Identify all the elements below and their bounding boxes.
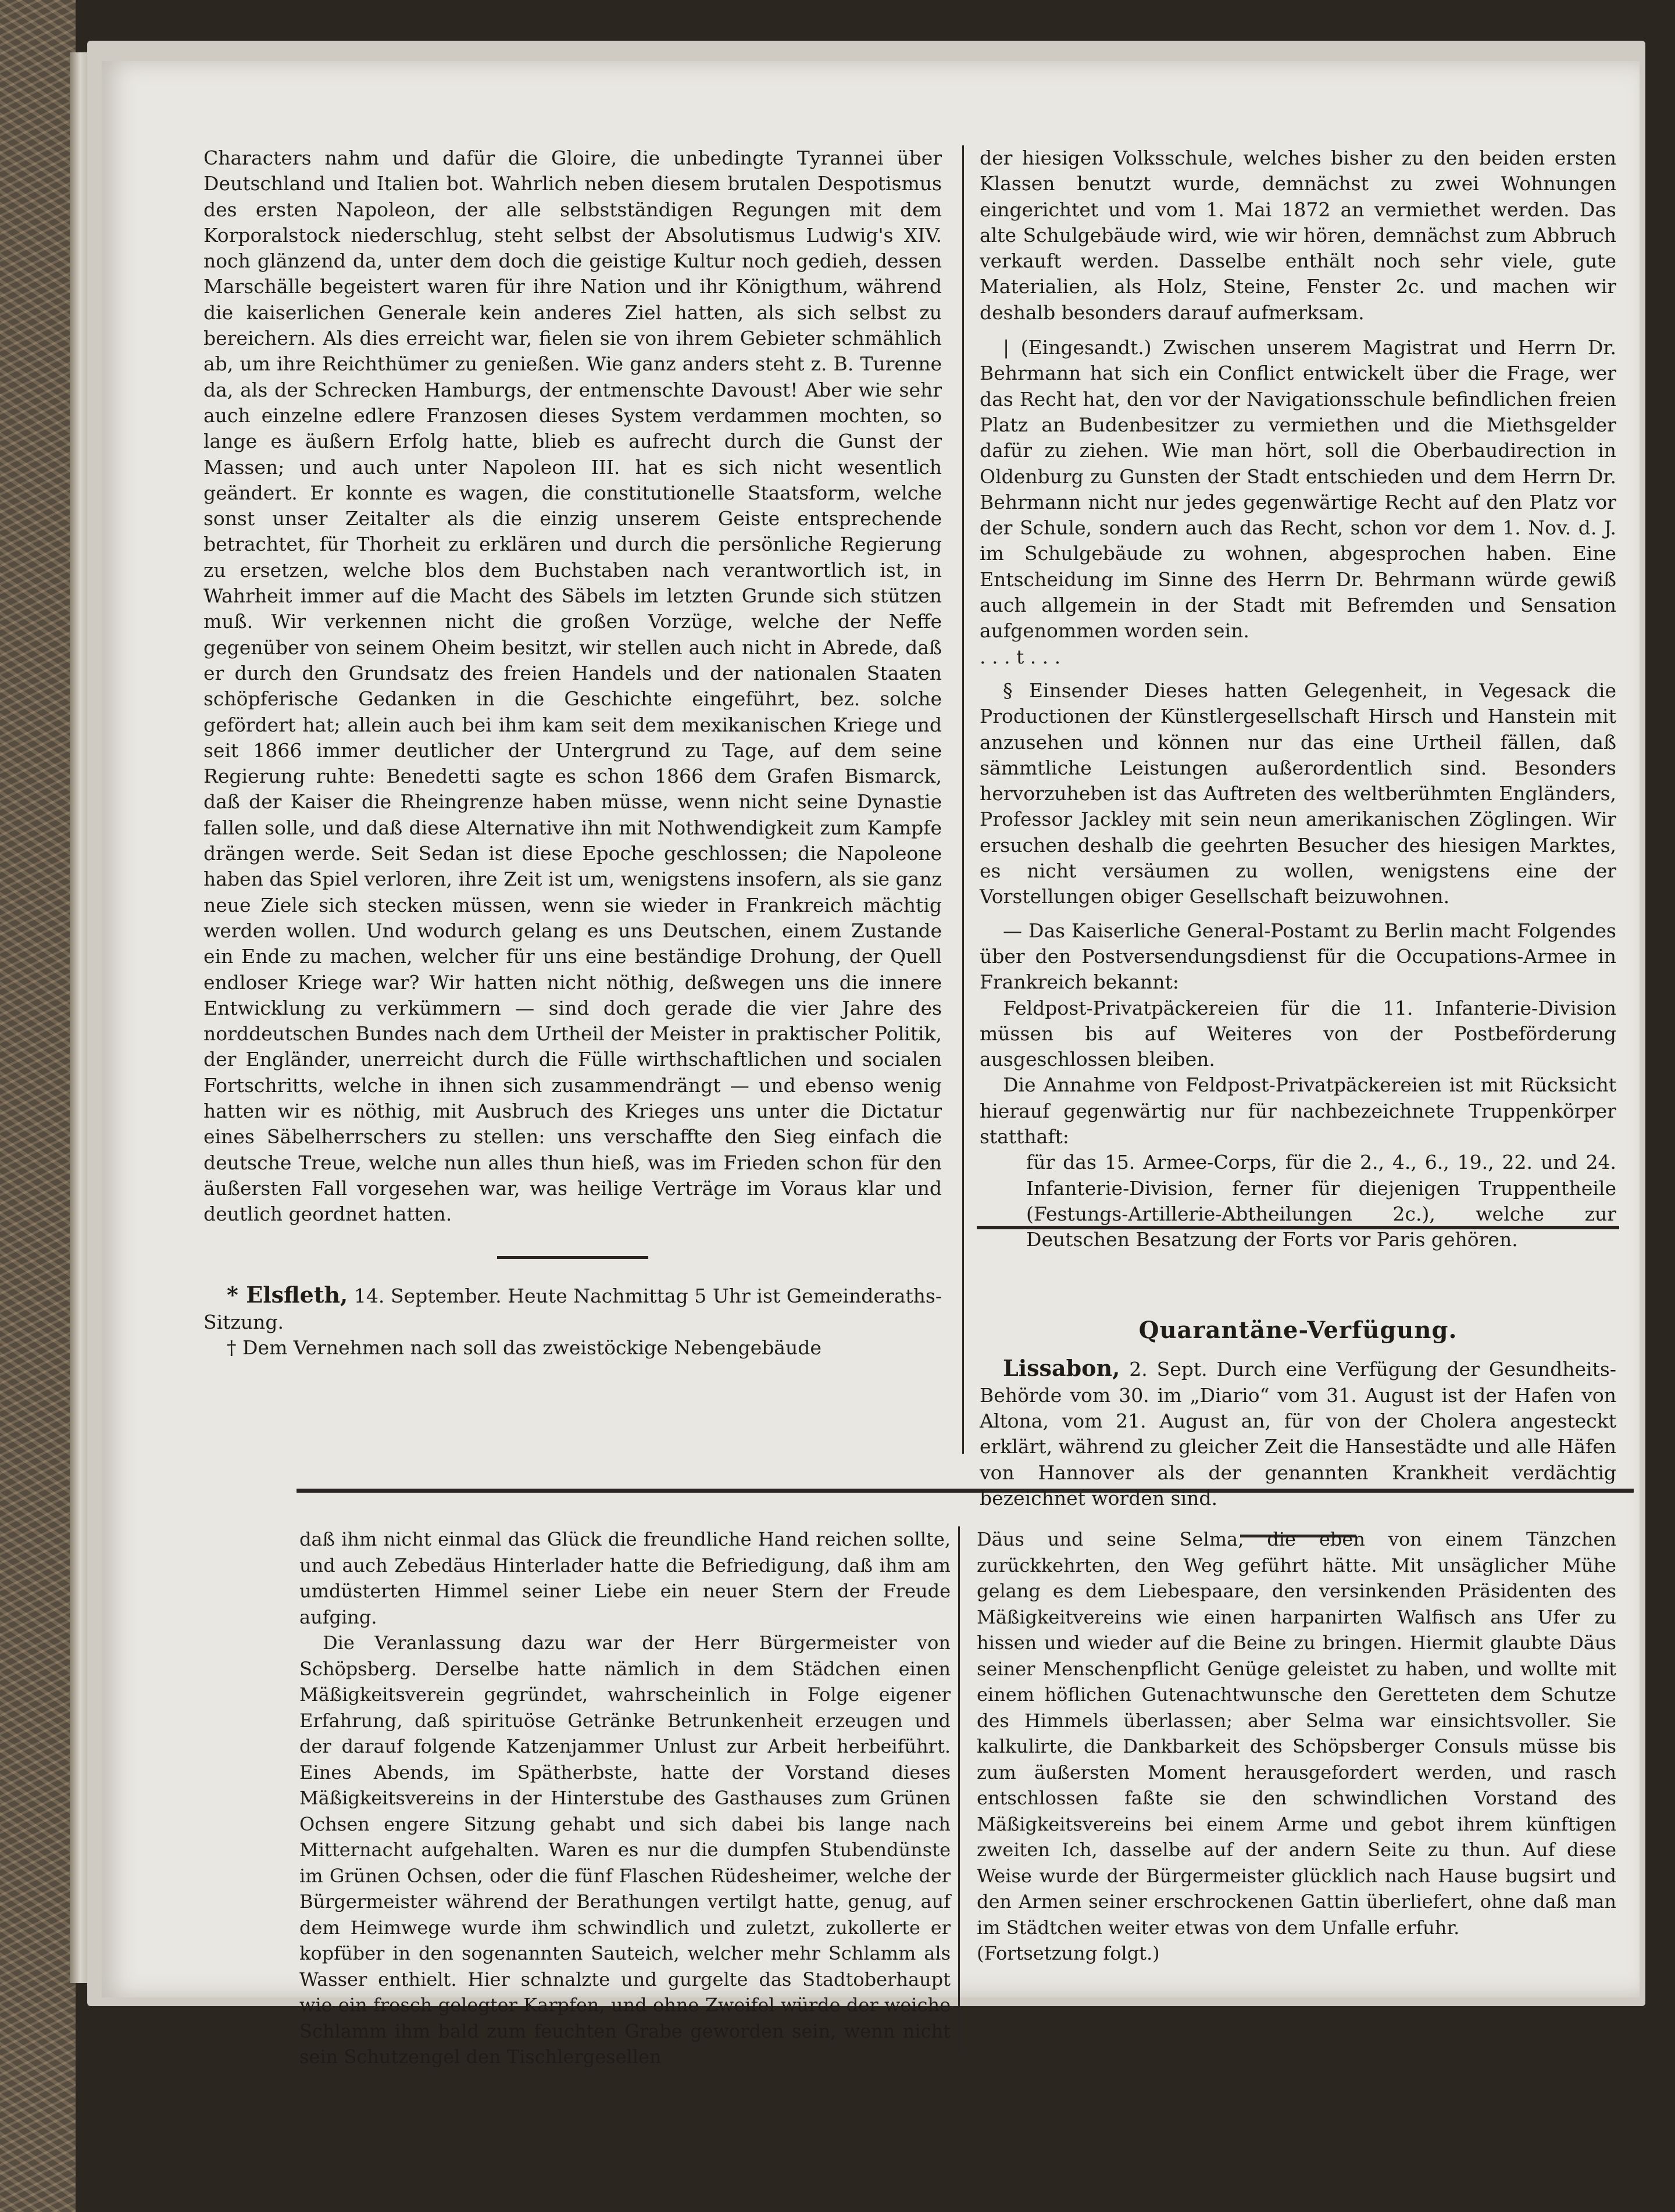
feuilleton-p2: Die Veranlassung dazu war der Herr Bürgermeister von Schöpsberg. Derselbe hatte nämlich in dem Städchen einen Mäßigkeitsverein gegründet, wahrscheinlich in Folge eigener Erfahrung, daß spirituöse Getränke Betrunkenheit erzeugen und der darauf folgende Katzenjammer Unlust zur Arbeit herbeiführt. Eines Abends, im Spätherbste, hatte der Vorstand dieses Mäßigkeitsvereins in der Hinterstube des Gasthauses zum Grünen Ochsen engere Sitzung gehabt und sich dabei bis lange nach Mitternacht aufgehalten. Waren es nur die dumpfen Stubendünste im Grünen Ochsen, oder die fünf Flaschen Rüdesheimer, welche der Bürgermeister während der Berathungen vertilgt hatte, genug, auf dem Heimwege wurde ihm schwindlich und zuletzt, zukollerte er kopfüber in den sogenannten Sauteich, welcher mehr Schlamm als Wasser enthielt. Hier schnalzte und gurgelte das Stadtoberhaupt wie ein frosch gelegter Karpfen, und ohne Zweifel würde der weiche Schlamm ihm bald zum feuchten Grabe geworden sein, wenn nicht sein Schutzengel den Tischlergesellen bbox=[299, 1632, 951, 2068]
troop-list-item: für das 15. Armee-Corps, für die 2., 4., 6., 19., 22. und 24. Infanterie-Division, ferner für diejenigen Truppentheile (Festungs-Artillerie-Abtheilungen 2c.), welche zur Deutschen Besatzung der Forts vor Paris gehören. bbox=[1026, 1151, 1616, 1251]
quarantine-heading: Quarantäne-Verfügung. bbox=[1138, 1317, 1458, 1344]
continued-note: (Fortsetzung folgt.) bbox=[977, 1942, 1160, 1964]
column-bottom-left bbox=[299, 1526, 951, 2070]
news-feldpost: Feldpost-Privatpäckereien für die 11. Infanterie-Division müssen bis auf Weiteres von der Postbeförderung ausgeschlossen bleiben. bbox=[980, 996, 1616, 1071]
news-eingesandt: | (Eingesandt.) Zwischen unserem Magistrat und Herrn Dr. Behrmann hat sich ein Conflict entwickelt über die Frage, wer das Recht hat, den vor der Navigationsschule befindlichen freien Platz an Budenbesitzer zu vermiethen und die Miethsgelder dafür zu ziehen. Wie man hört, soll die Oberbaudirection in Oldenburg zu Gunsten der Stadt entschieden und dem Herrn Dr. Behrmann nicht nur jedes gegenwärtige Recht auf den Platz vor der Schule, sondern auch das Recht, schon vor dem 1. Nov. d. J. im Schulgebäude zu wohnen, abgesprochen haben. Eine Entscheidung im Sinne des Herrn Dr. Behrmann würde gewiß auch allgemein in der Stadt mit Befremden und Sensation aufgenommen worden sein. bbox=[980, 336, 1616, 643]
news-annahme: Die Annahme von Feldpost-Privatpäckereien ist mit Rücksicht hierauf gegenwärtig nur für nachbezeichnete Truppenkörper statthaft: bbox=[980, 1073, 1616, 1148]
column-bottom-right bbox=[977, 1526, 1616, 1967]
news-elsfleth bbox=[203, 1282, 942, 1335]
place-elsfleth: * Elsfleth, bbox=[227, 1282, 348, 1308]
elsfleth-text: 14. September. Heute Nachmittag 5 Uhr ist Gemeinderaths-Sitzung. bbox=[203, 1285, 942, 1333]
news-schule: der hiesigen Volksschule, welches bisher zu den beiden ersten Klassen benutzt wurde, demnächst zu zwei Wohnungen eingerichtet und vom 1. Mai 1872 an vermiethet werden. Das alte Schulgebäude wird, wie wir hören, demnächst zum Abbruch verkauft werden. Dasselbe enthält noch sehr viele, gute Materialien, als Holz, Steine, Fenster 2c. und machen wir deshalb besonders darauf aufmerksam. bbox=[980, 147, 1616, 324]
feuilleton-p3: Däus und seine Selma, die eben von einem Tänzchen zurückkehrten, den Weg geführt hätte. Mit unsäglicher Mühe gelang es dem Liebespaare, den versinkenden Präsidenten des Mäßigkeitvereins wie einen harpanirten Walfisch ans Ufer zu hissen und wieder auf die Beine zu bringen. Hiermit glaubte Däus seiner Menschenpflicht Genüge geleistet zu haben, und wollte mit einem höflichen Gutenachtwunsche den Geretteten dem Schutze des Himmels überlassen; aber Selma war einsichtsvoller. Sie kalkulirte, die Dankbarkeit des Schöpsberger Consuls müsse bis zum äußersten Moment herausgefordert werden, und rasch entschlossen faßte sie den schwindlichen Vorstand des Mäßigkeitsvereins bei einem Arme und gebot ihrem künftigen zweiten Ich, dasselbe auf der andern Seite zu thun. Auf diese Weise wurde der Bürgermeister glücklich nach Hause bugsirt und den Armen seiner erschrockenen Gattin überliefert, ohne daß man im Städtchen weiter etwas von dem Unfalle erfuhr. bbox=[977, 1528, 1616, 1939]
column-divider-top bbox=[962, 145, 964, 1454]
lissabon-text: 2. Sept. Durch eine Verfügung der Gesundheits-Behörde vom 30. im „Diario“ vom 31. August ist der Hafen von Altona, vom 21. August an, für von der Cholera angesteckt erklärt, während zu gleicher Zeit die Hansestädte und alle Häfen von Hannover als der genannten Krankheit verdächtig bezeichnet worden sind. bbox=[980, 1358, 1616, 1510]
news-lissabon bbox=[980, 1355, 1616, 1511]
article-separator bbox=[497, 1256, 648, 1259]
article-napoleon: Characters nahm und dafür die Gloire, die unbedingte Tyrannei über Deutschland und Italien bot. Wahrlich neben diesem brutalen Despotismus des ersten Napoleon, der alle selbstständigen Regungen mit dem Korporalstock niederschlug, steht selbst der Absolutismus Ludwig's XIV. noch glänzend da, unter dem doch die geistige Kultur noch gedieh, dessen Marschälle begeistert waren für ihre Nation und ihr Königthum, während die kaiserlichen Generale kein anderes Ziel hatten, als sich selbst zu bereichern. Als dies erreicht war, fielen sie von ihrem Gebieter schmählich ab, um ihre Reichthümer zu genießen. Wie ganz anders steht z. B. Turenne da, als der Schrecken Hamburgs, der entmenschte Davoust! Aber wie sehr auch einzelne edlere Franzosen dieses System verdammen mochten, so lange es äußern Erfolg hatte, blieb es aufrecht durch die Gunst der Massen; und auch unter Napoleon III. hat es sich nicht wesentlich geändert. Er konnte es wagen, die constitutionelle Staatsform, welche sonst unser Zeitalter als die einzig unserem Geiste entsprechende betrachtet, für Thorheit zu erklären und durch die persönliche Regierung zu ersetzen, welche blos dem Buchstaben nach verantwortlich ist, in Wahrheit immer auf die Macht des Säbels im letzten Grunde sich stützen muß. Wir verkennen nicht die großen Vorzüge, welche der Neffe gegenüber von seinem Oheim besitzt, wir stellen auch nicht in Abrede, daß er durch den Grundsatz des freien Handels und der nationalen Staaten schöpferische Gedanken in die Geschichte eingeführt, bez. solche gefördert hat; allein auch bei ihm kam seit dem mexikanischen Kriege und seit 1866 immer deutlicher der Untergrund zu Tage, auf dem seine Regierung ruhte: Benedetti sagte es schon 1866 dem Grafen Bismarck, daß der Kaiser die Rheingrenze haben müsse, wenn nicht seine Dynastie fallen solle, und daß diese Alternative ihn mit Nothwendigkeit zum Kampfe drängen werde. Seit Sedan ist diese Epoche geschlossen; die Napoleone haben das Spiel verloren, ihre Zeit ist um, wenigstens insofern, als sie ganz neue Ziele sich stecken müssen, wenn sie wieder in Frankreich mächtig werden wollen. Und wodurch gelang es uns Deutschen, einem Zustande ein Ende zu machen, welcher für uns eine beständige Drohung, der Quell endloser Kriege war? Wir hatten nicht nöthig, deßwegen uns die innere Entwicklung zu verkümmern — sind doch gerade die vier Jahre des norddeutschen Bundes nach dem Urtheil der Meister in praktischer Politik, der Engländer, unerreicht durch die Fülle wirthschaftlichen und socialen Fortschritts, welche in ihnen sich zusammendrängt — und ebenso wenig hatten wir es nöthig, mit Ausbruch des Krieges uns unter die Dictatur eines Säbelherrschers zu stellen: uns verschaffte den Sieg einfach die deutsche Treue, welche nun alles thun hieß, was im Frieden schon für den äußersten Fall vorgesehen war, was heilige Verträge im Voraus klar und deutlich geordnet hatten. bbox=[203, 147, 942, 1226]
column-top-right bbox=[980, 145, 1616, 1537]
signature: . . . t . . . bbox=[980, 645, 1061, 668]
place-lissabon: Lissabon, bbox=[1003, 1355, 1120, 1382]
column-divider-bottom bbox=[958, 1526, 960, 2050]
news-postamt: — Das Kaiserliche General-Postamt zu Berlin macht Folgendes über den Postversendungsdienst für die Occupations-Armee in Frankreich bekannt: bbox=[980, 919, 1616, 994]
news-nebengebaeude: † Dem Vernehmen nach soll das zweistöckige Nebengebäude bbox=[227, 1336, 822, 1360]
column-top-left bbox=[203, 145, 942, 1361]
marbled-book-edge bbox=[0, 0, 76, 2212]
troop-list bbox=[980, 1150, 1616, 1253]
news-vegesack: § Einsender Dieses hatten Gelegenheit, in Vegesack die Productionen der Künstlergesellschaft Hirsch und Hanstein mit anzusehen und können nur das eine Urtheil fällen, daß sämmtliche Leistungen außerordentlich sind. Besonders hervorzuheben ist das Auftreten des weltberühmten Engländers, Professor Jackley mit sein neun amerikanischen Zöglingen. Wir ersuchen deshalb die geehrten Besucher des hiesigen Marktes, es nicht versäumen zu wollen, wenigstens eine der Vorstellungen obiger Gesellschaft beizuwohnen. bbox=[980, 679, 1616, 908]
feuilleton-p1: daß ihm nicht einmal das Glück die freundliche Hand reichen sollte, und auch Zebedäus Hinterlader hatte die Befriedigung, daß ihm am umdüsterten Himmel seiner Liebe ein neuer Stern der Freude aufging. bbox=[299, 1528, 951, 1628]
